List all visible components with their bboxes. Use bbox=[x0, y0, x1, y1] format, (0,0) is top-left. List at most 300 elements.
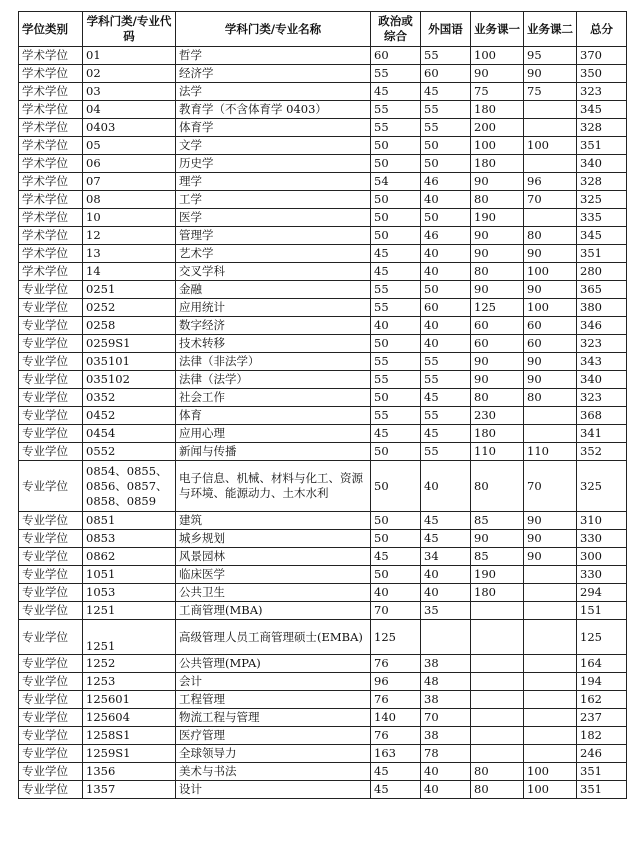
foreign-language-cell: 40 bbox=[421, 245, 471, 263]
politics-cell: 96 bbox=[371, 673, 421, 691]
table-row bbox=[19, 227, 627, 245]
foreign-language-cell: 40 bbox=[421, 461, 471, 512]
total-cell: 151 bbox=[577, 602, 627, 620]
total-cell: 350 bbox=[577, 65, 627, 83]
name-cell: 城乡规划 bbox=[176, 530, 371, 548]
total-cell: 352 bbox=[577, 443, 627, 461]
total-cell: 341 bbox=[577, 425, 627, 443]
code-cell: 0853 bbox=[83, 530, 176, 548]
total-cell: 343 bbox=[577, 353, 627, 371]
foreign-language-cell: 55 bbox=[421, 119, 471, 137]
total-cell: 345 bbox=[577, 227, 627, 245]
code-cell: 0251 bbox=[83, 281, 176, 299]
degree-type-cell: 专业学位 bbox=[19, 673, 83, 691]
course-one-cell: 80 bbox=[471, 781, 524, 799]
course-two-cell bbox=[524, 566, 577, 584]
table-row bbox=[19, 389, 627, 407]
course-two-cell bbox=[524, 119, 577, 137]
table-row bbox=[19, 566, 627, 584]
politics-cell: 45 bbox=[371, 763, 421, 781]
name-cell: 全球领导力 bbox=[176, 745, 371, 763]
foreign-language-cell: 45 bbox=[421, 389, 471, 407]
table-row bbox=[19, 173, 627, 191]
header-cell-politics: 政治或综合 bbox=[371, 12, 421, 47]
foreign-language-cell: 38 bbox=[421, 727, 471, 745]
foreign-language-cell: 34 bbox=[421, 548, 471, 566]
foreign-language-cell: 40 bbox=[421, 763, 471, 781]
foreign-language-cell: 38 bbox=[421, 691, 471, 709]
course-one-cell bbox=[471, 673, 524, 691]
table-row bbox=[19, 781, 627, 799]
course-two-cell: 95 bbox=[524, 47, 577, 65]
politics-cell: 54 bbox=[371, 173, 421, 191]
foreign-language-cell: 45 bbox=[421, 425, 471, 443]
course-one-cell: 80 bbox=[471, 389, 524, 407]
course-two-cell: 100 bbox=[524, 763, 577, 781]
name-cell: 法律（非法学） bbox=[176, 353, 371, 371]
table-row bbox=[19, 425, 627, 443]
politics-cell: 50 bbox=[371, 227, 421, 245]
politics-cell: 140 bbox=[371, 709, 421, 727]
politics-cell: 45 bbox=[371, 781, 421, 799]
foreign-language-cell: 40 bbox=[421, 335, 471, 353]
course-two-cell: 90 bbox=[524, 530, 577, 548]
name-cell: 文学 bbox=[176, 137, 371, 155]
course-one-cell: 80 bbox=[471, 461, 524, 512]
politics-cell: 55 bbox=[371, 353, 421, 371]
degree-type-cell: 专业学位 bbox=[19, 655, 83, 673]
name-cell: 电子信息、机械、材料与化工、资源与环境、能源动力、土木水利 bbox=[176, 461, 371, 512]
name-cell: 医学 bbox=[176, 209, 371, 227]
politics-cell: 45 bbox=[371, 263, 421, 281]
foreign-language-cell: 60 bbox=[421, 65, 471, 83]
table-row bbox=[19, 155, 627, 173]
name-cell: 社会工作 bbox=[176, 389, 371, 407]
politics-cell: 55 bbox=[371, 299, 421, 317]
degree-type-cell: 专业学位 bbox=[19, 371, 83, 389]
total-cell: 330 bbox=[577, 530, 627, 548]
code-cell: 035101 bbox=[83, 353, 176, 371]
foreign-language-cell: 45 bbox=[421, 530, 471, 548]
course-one-cell: 190 bbox=[471, 566, 524, 584]
course-one-cell: 90 bbox=[471, 281, 524, 299]
code-cell: 06 bbox=[83, 155, 176, 173]
name-cell: 建筑 bbox=[176, 512, 371, 530]
total-cell: 351 bbox=[577, 137, 627, 155]
course-two-cell bbox=[524, 655, 577, 673]
course-two-cell bbox=[524, 407, 577, 425]
course-one-cell: 90 bbox=[471, 227, 524, 245]
politics-cell: 45 bbox=[371, 548, 421, 566]
total-cell: 164 bbox=[577, 655, 627, 673]
table-row bbox=[19, 119, 627, 137]
name-cell: 会计 bbox=[176, 673, 371, 691]
total-cell: 365 bbox=[577, 281, 627, 299]
degree-type-cell: 专业学位 bbox=[19, 763, 83, 781]
code-cell: 0403 bbox=[83, 119, 176, 137]
foreign-language-cell: 78 bbox=[421, 745, 471, 763]
foreign-language-cell: 38 bbox=[421, 655, 471, 673]
table-row bbox=[19, 101, 627, 119]
politics-cell: 45 bbox=[371, 245, 421, 263]
code-cell: 1251 bbox=[83, 602, 176, 620]
course-one-cell: 100 bbox=[471, 137, 524, 155]
code-cell: 13 bbox=[83, 245, 176, 263]
politics-cell: 40 bbox=[371, 584, 421, 602]
header-cell-degree-type: 学位类别 bbox=[19, 12, 83, 47]
course-two-cell: 90 bbox=[524, 353, 577, 371]
table-row bbox=[19, 299, 627, 317]
table-row bbox=[19, 47, 627, 65]
course-two-cell: 90 bbox=[524, 245, 577, 263]
table-row bbox=[19, 530, 627, 548]
total-cell: 237 bbox=[577, 709, 627, 727]
degree-type-cell: 专业学位 bbox=[19, 781, 83, 799]
code-cell: 1259S1 bbox=[83, 745, 176, 763]
course-one-cell: 90 bbox=[471, 173, 524, 191]
foreign-language-cell: 40 bbox=[421, 317, 471, 335]
course-one-cell: 180 bbox=[471, 101, 524, 119]
degree-type-cell: 专业学位 bbox=[19, 407, 83, 425]
header-cell-total: 总分 bbox=[577, 12, 627, 47]
code-cell: 1357 bbox=[83, 781, 176, 799]
code-cell: 0258 bbox=[83, 317, 176, 335]
degree-type-cell: 专业学位 bbox=[19, 335, 83, 353]
degree-type-cell: 专业学位 bbox=[19, 691, 83, 709]
course-two-cell bbox=[524, 209, 577, 227]
table-row bbox=[19, 655, 627, 673]
table-row bbox=[19, 371, 627, 389]
course-one-cell: 200 bbox=[471, 119, 524, 137]
table-row bbox=[19, 335, 627, 353]
code-cell: 05 bbox=[83, 137, 176, 155]
total-cell: 323 bbox=[577, 83, 627, 101]
course-one-cell: 90 bbox=[471, 65, 524, 83]
course-one-cell: 80 bbox=[471, 263, 524, 281]
course-two-cell bbox=[524, 425, 577, 443]
total-cell: 340 bbox=[577, 371, 627, 389]
course-two-cell: 90 bbox=[524, 371, 577, 389]
name-cell: 物流工程与管理 bbox=[176, 709, 371, 727]
code-cell: 04 bbox=[83, 101, 176, 119]
course-two-cell: 70 bbox=[524, 191, 577, 209]
course-two-cell: 75 bbox=[524, 83, 577, 101]
course-two-cell: 110 bbox=[524, 443, 577, 461]
code-cell: 01 bbox=[83, 47, 176, 65]
total-cell: 351 bbox=[577, 763, 627, 781]
name-cell: 体育学 bbox=[176, 119, 371, 137]
foreign-language-cell: 55 bbox=[421, 47, 471, 65]
course-two-cell: 60 bbox=[524, 317, 577, 335]
course-one-cell: 60 bbox=[471, 335, 524, 353]
foreign-language-cell: 55 bbox=[421, 371, 471, 389]
total-cell: 370 bbox=[577, 47, 627, 65]
code-cell: 1356 bbox=[83, 763, 176, 781]
table-row bbox=[19, 584, 627, 602]
course-two-cell bbox=[524, 602, 577, 620]
course-two-cell: 100 bbox=[524, 137, 577, 155]
politics-cell: 55 bbox=[371, 101, 421, 119]
course-two-cell: 90 bbox=[524, 512, 577, 530]
course-two-cell bbox=[524, 745, 577, 763]
degree-type-cell: 专业学位 bbox=[19, 461, 83, 512]
code-cell: 10 bbox=[83, 209, 176, 227]
degree-type-cell: 学术学位 bbox=[19, 155, 83, 173]
degree-type-cell: 专业学位 bbox=[19, 566, 83, 584]
degree-type-cell: 专业学位 bbox=[19, 317, 83, 335]
table-row bbox=[19, 245, 627, 263]
course-one-cell: 100 bbox=[471, 47, 524, 65]
foreign-language-cell: 40 bbox=[421, 584, 471, 602]
total-cell: 280 bbox=[577, 263, 627, 281]
course-two-cell: 90 bbox=[524, 65, 577, 83]
course-two-cell bbox=[524, 691, 577, 709]
code-cell: 08 bbox=[83, 191, 176, 209]
name-cell: 工程管理 bbox=[176, 691, 371, 709]
code-cell: 1051 bbox=[83, 566, 176, 584]
politics-cell: 125 bbox=[371, 620, 421, 655]
code-cell: 0454 bbox=[83, 425, 176, 443]
politics-cell: 50 bbox=[371, 209, 421, 227]
table-row bbox=[19, 727, 627, 745]
table-row bbox=[19, 137, 627, 155]
foreign-language-cell: 55 bbox=[421, 443, 471, 461]
course-two-cell: 96 bbox=[524, 173, 577, 191]
name-cell: 美术与书法 bbox=[176, 763, 371, 781]
course-one-cell: 60 bbox=[471, 317, 524, 335]
table-row bbox=[19, 209, 627, 227]
name-cell: 工商管理(MBA) bbox=[176, 602, 371, 620]
course-one-cell: 180 bbox=[471, 584, 524, 602]
degree-type-cell: 专业学位 bbox=[19, 584, 83, 602]
name-cell: 艺术学 bbox=[176, 245, 371, 263]
name-cell: 临床医学 bbox=[176, 566, 371, 584]
foreign-language-cell: 40 bbox=[421, 781, 471, 799]
score-table bbox=[18, 11, 627, 799]
total-cell: 351 bbox=[577, 781, 627, 799]
table-row bbox=[19, 691, 627, 709]
foreign-language-cell: 48 bbox=[421, 673, 471, 691]
degree-type-cell: 专业学位 bbox=[19, 709, 83, 727]
politics-cell: 50 bbox=[371, 530, 421, 548]
degree-type-cell: 学术学位 bbox=[19, 263, 83, 281]
total-cell: 194 bbox=[577, 673, 627, 691]
name-cell: 法学 bbox=[176, 83, 371, 101]
degree-type-cell: 学术学位 bbox=[19, 191, 83, 209]
table-row bbox=[19, 745, 627, 763]
table-row bbox=[19, 353, 627, 371]
table-row bbox=[19, 709, 627, 727]
course-one-cell: 80 bbox=[471, 763, 524, 781]
politics-cell: 55 bbox=[371, 119, 421, 137]
name-cell: 体育 bbox=[176, 407, 371, 425]
header-row bbox=[19, 12, 627, 47]
course-one-cell: 80 bbox=[471, 191, 524, 209]
politics-cell: 50 bbox=[371, 155, 421, 173]
course-two-cell: 60 bbox=[524, 335, 577, 353]
table-row bbox=[19, 317, 627, 335]
total-cell: 300 bbox=[577, 548, 627, 566]
course-one-cell bbox=[471, 602, 524, 620]
table-row bbox=[19, 281, 627, 299]
table-header bbox=[19, 12, 627, 47]
politics-cell: 55 bbox=[371, 65, 421, 83]
total-cell: 246 bbox=[577, 745, 627, 763]
code-cell: 0854、0855、0856、0857、0858、0859 bbox=[83, 461, 176, 512]
course-one-cell bbox=[471, 655, 524, 673]
code-cell: 125601 bbox=[83, 691, 176, 709]
name-cell: 风景园林 bbox=[176, 548, 371, 566]
foreign-language-cell: 50 bbox=[421, 155, 471, 173]
foreign-language-cell: 45 bbox=[421, 83, 471, 101]
politics-cell: 76 bbox=[371, 691, 421, 709]
course-two-cell bbox=[524, 584, 577, 602]
table-row bbox=[19, 83, 627, 101]
degree-type-cell: 学术学位 bbox=[19, 65, 83, 83]
politics-cell: 55 bbox=[371, 407, 421, 425]
code-cell: 0552 bbox=[83, 443, 176, 461]
foreign-language-cell: 50 bbox=[421, 137, 471, 155]
code-cell: 12 bbox=[83, 227, 176, 245]
course-two-cell bbox=[524, 620, 577, 655]
course-one-cell: 180 bbox=[471, 155, 524, 173]
total-cell: 328 bbox=[577, 173, 627, 191]
degree-type-cell: 专业学位 bbox=[19, 281, 83, 299]
course-one-cell bbox=[471, 727, 524, 745]
total-cell: 294 bbox=[577, 584, 627, 602]
foreign-language-cell: 50 bbox=[421, 209, 471, 227]
degree-type-cell: 学术学位 bbox=[19, 119, 83, 137]
code-cell: 0259S1 bbox=[83, 335, 176, 353]
name-cell: 法律（法学） bbox=[176, 371, 371, 389]
foreign-language-cell: 46 bbox=[421, 227, 471, 245]
degree-type-cell: 学术学位 bbox=[19, 245, 83, 263]
course-one-cell bbox=[471, 745, 524, 763]
course-one-cell: 125 bbox=[471, 299, 524, 317]
total-cell: 125 bbox=[577, 620, 627, 655]
total-cell: 325 bbox=[577, 191, 627, 209]
politics-cell: 50 bbox=[371, 389, 421, 407]
name-cell: 理学 bbox=[176, 173, 371, 191]
degree-type-cell: 专业学位 bbox=[19, 425, 83, 443]
name-cell: 数字经济 bbox=[176, 317, 371, 335]
name-cell: 公共卫生 bbox=[176, 584, 371, 602]
total-cell: 310 bbox=[577, 512, 627, 530]
name-cell: 历史学 bbox=[176, 155, 371, 173]
total-cell: 323 bbox=[577, 335, 627, 353]
total-cell: 345 bbox=[577, 101, 627, 119]
table-row bbox=[19, 673, 627, 691]
politics-cell: 163 bbox=[371, 745, 421, 763]
foreign-language-cell: 40 bbox=[421, 263, 471, 281]
code-cell: 0252 bbox=[83, 299, 176, 317]
total-cell: 330 bbox=[577, 566, 627, 584]
course-two-cell: 80 bbox=[524, 227, 577, 245]
politics-cell: 50 bbox=[371, 191, 421, 209]
foreign-language-cell: 55 bbox=[421, 353, 471, 371]
name-cell: 工学 bbox=[176, 191, 371, 209]
course-one-cell: 230 bbox=[471, 407, 524, 425]
name-cell: 医疗管理 bbox=[176, 727, 371, 745]
code-cell: 0452 bbox=[83, 407, 176, 425]
politics-cell: 60 bbox=[371, 47, 421, 65]
table-row bbox=[19, 461, 627, 512]
table-row bbox=[19, 443, 627, 461]
code-cell: 1253 bbox=[83, 673, 176, 691]
politics-cell: 45 bbox=[371, 425, 421, 443]
code-cell: 0352 bbox=[83, 389, 176, 407]
foreign-language-cell: 40 bbox=[421, 191, 471, 209]
header-cell-course-one: 业务课一 bbox=[471, 12, 524, 47]
politics-cell: 40 bbox=[371, 317, 421, 335]
header-cell-code: 学科门类/专业代码 bbox=[83, 12, 176, 47]
course-one-cell: 190 bbox=[471, 209, 524, 227]
course-two-cell: 90 bbox=[524, 548, 577, 566]
degree-type-cell: 专业学位 bbox=[19, 548, 83, 566]
code-cell: 035102 bbox=[83, 371, 176, 389]
table-body bbox=[19, 47, 627, 799]
foreign-language-cell: 35 bbox=[421, 602, 471, 620]
total-cell: 328 bbox=[577, 119, 627, 137]
code-cell: 1251 bbox=[83, 620, 176, 655]
header-cell-name: 学科门类/专业名称 bbox=[176, 12, 371, 47]
name-cell: 设计 bbox=[176, 781, 371, 799]
degree-type-cell: 专业学位 bbox=[19, 299, 83, 317]
name-cell: 经济学 bbox=[176, 65, 371, 83]
name-cell: 应用心理 bbox=[176, 425, 371, 443]
foreign-language-cell: 55 bbox=[421, 101, 471, 119]
foreign-language-cell bbox=[421, 620, 471, 655]
code-cell: 125604 bbox=[83, 709, 176, 727]
course-one-cell: 85 bbox=[471, 512, 524, 530]
name-cell: 管理学 bbox=[176, 227, 371, 245]
course-one-cell bbox=[471, 709, 524, 727]
politics-cell: 50 bbox=[371, 443, 421, 461]
course-one-cell: 90 bbox=[471, 530, 524, 548]
name-cell: 交叉学科 bbox=[176, 263, 371, 281]
table-row bbox=[19, 263, 627, 281]
table-row bbox=[19, 602, 627, 620]
code-cell: 0862 bbox=[83, 548, 176, 566]
course-one-cell bbox=[471, 620, 524, 655]
code-cell: 14 bbox=[83, 263, 176, 281]
course-two-cell: 90 bbox=[524, 281, 577, 299]
foreign-language-cell: 45 bbox=[421, 512, 471, 530]
politics-cell: 55 bbox=[371, 371, 421, 389]
total-cell: 351 bbox=[577, 245, 627, 263]
course-one-cell: 90 bbox=[471, 245, 524, 263]
total-cell: 162 bbox=[577, 691, 627, 709]
table-row bbox=[19, 191, 627, 209]
foreign-language-cell: 70 bbox=[421, 709, 471, 727]
table-row bbox=[19, 65, 627, 83]
politics-cell: 70 bbox=[371, 602, 421, 620]
foreign-language-cell: 50 bbox=[421, 281, 471, 299]
total-cell: 323 bbox=[577, 389, 627, 407]
politics-cell: 50 bbox=[371, 137, 421, 155]
politics-cell: 76 bbox=[371, 727, 421, 745]
degree-type-cell: 专业学位 bbox=[19, 745, 83, 763]
code-cell: 02 bbox=[83, 65, 176, 83]
course-two-cell: 100 bbox=[524, 781, 577, 799]
degree-type-cell: 专业学位 bbox=[19, 530, 83, 548]
degree-type-cell: 专业学位 bbox=[19, 512, 83, 530]
code-cell: 0851 bbox=[83, 512, 176, 530]
course-one-cell: 90 bbox=[471, 353, 524, 371]
table-row bbox=[19, 620, 627, 655]
degree-type-cell: 专业学位 bbox=[19, 620, 83, 655]
course-one-cell: 90 bbox=[471, 371, 524, 389]
